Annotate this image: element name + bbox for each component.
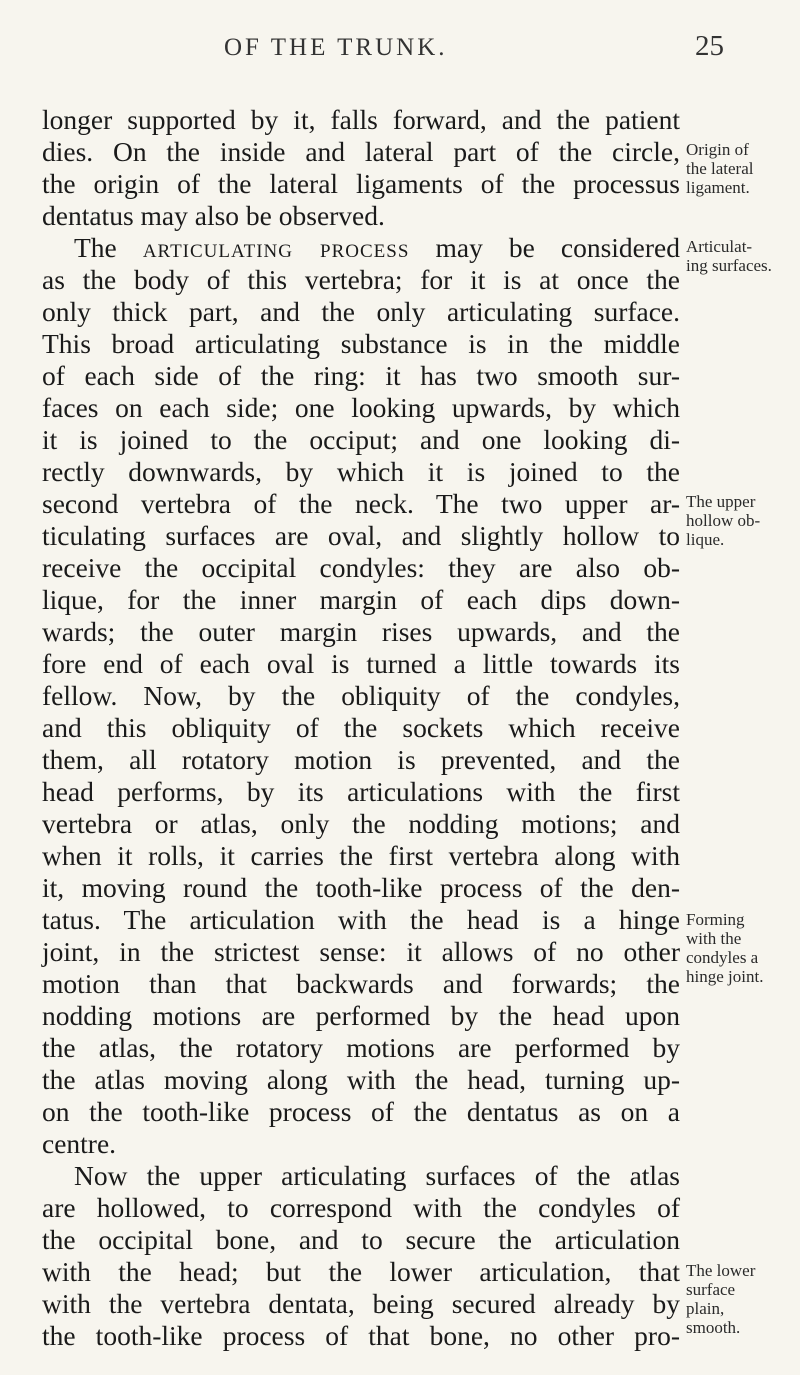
text-line: them, all rotatory motion is prevented, and the bbox=[42, 744, 680, 775]
text-line: motion than that backwards and forwards; the bbox=[42, 968, 680, 999]
text-line: ticulating surfaces are oval, and slightly hollow to bbox=[42, 520, 680, 551]
text-line: fellow. Now, by the obliquity of the condyles, bbox=[42, 680, 680, 711]
text-line: joint, in the strictest sense: it allows of no other bbox=[42, 936, 680, 967]
margin-note-line: The upper bbox=[686, 492, 756, 511]
text-line: the occipital bone, and to secure the articulation bbox=[42, 1224, 680, 1255]
margin-note-line: Articulat- bbox=[686, 237, 753, 256]
margin-note-line: condyles a bbox=[686, 948, 759, 967]
text-line: as the body of this vertebra; for it is at once the bbox=[42, 264, 680, 295]
margin-note-line: The lower bbox=[686, 1261, 756, 1280]
margin-note-line: Forming bbox=[686, 910, 745, 929]
text-line: dentatus may also be observed. bbox=[42, 200, 385, 231]
margin-note-lower bbox=[686, 1261, 798, 1337]
margin-note-line: surface bbox=[686, 1280, 736, 1299]
text-line: only thick part, and the only articulating surface. bbox=[42, 296, 680, 327]
margin-note-line: lique. bbox=[686, 530, 725, 549]
text-line: on the tooth-like process of the dentatus as on a bbox=[42, 1096, 680, 1127]
margin-note-upper bbox=[686, 492, 798, 549]
text-line: faces on each side; one looking upwards, by which bbox=[42, 392, 680, 423]
text-line: are hollowed, to correspond with the condyles of bbox=[42, 1192, 680, 1223]
text-line: second vertebra of the neck. The two upper ar- bbox=[42, 488, 680, 519]
line-rest: may be considered bbox=[435, 232, 681, 263]
margin-note-hinge bbox=[686, 910, 798, 986]
body-text bbox=[42, 104, 680, 1352]
text-line: vertebra or atlas, only the nodding motions; and bbox=[42, 808, 680, 839]
margin-note-line: ligament. bbox=[686, 178, 750, 197]
margin-note-line: with the bbox=[686, 929, 742, 948]
margin-note-line: the lateral bbox=[686, 159, 754, 178]
text-line: wards; the outer margin rises upwards, and the bbox=[42, 616, 680, 647]
text-line: centre. bbox=[42, 1128, 117, 1159]
text-line: This broad articulating substance is in the middle bbox=[42, 328, 680, 359]
margin-note-articulating bbox=[686, 237, 798, 275]
text-line: of each side of the ring: it has two smooth sur- bbox=[42, 360, 680, 391]
text-line: receive the occipital condyles: they are also ob- bbox=[42, 552, 680, 583]
margin-note-line: hinge joint. bbox=[686, 967, 764, 986]
text-line: the tooth-like process of that bone, no other pro- bbox=[42, 1320, 680, 1351]
text-line: it, moving round the tooth-like process of the den- bbox=[42, 872, 680, 903]
text-line: fore end of each oval is turned a little towards its bbox=[42, 648, 680, 679]
text-line: when it rolls, it carries the first vertebra along with bbox=[42, 840, 680, 871]
text-line: head performs, by its articulations with the first bbox=[42, 776, 680, 807]
text-line: it is joined to the occiput; and one looking di- bbox=[42, 424, 680, 455]
page-header bbox=[0, 20, 800, 68]
text-line: the atlas moving along with the head, turning up- bbox=[42, 1064, 680, 1095]
running-title: OF THE TRUNK. bbox=[224, 34, 448, 61]
margin-note-line: ing surfaces. bbox=[686, 256, 772, 275]
text-line: longer supported by it, falls forward, and the patient bbox=[42, 104, 680, 135]
text-line: the origin of the lateral ligaments of the processus bbox=[42, 168, 680, 199]
margin-note-line: plain, bbox=[686, 1299, 725, 1318]
section-term: articulating process bbox=[142, 232, 410, 263]
margin-note-origin bbox=[686, 140, 798, 197]
text-line: tatus. The articulation with the head is a hinge bbox=[42, 904, 680, 935]
text-line: lique, for the inner margin of each dips down- bbox=[42, 584, 680, 615]
text-line: and this obliquity of the sockets which receive bbox=[42, 712, 680, 743]
line-prefix: The bbox=[74, 232, 143, 263]
margin-note-line: smooth. bbox=[686, 1318, 741, 1337]
text-line: rectly downwards, by which it is joined to the bbox=[42, 456, 680, 487]
text-line: with the vertebra dentata, being secured already by bbox=[42, 1288, 680, 1319]
text-line: Now the upper articulating surfaces of the atlas bbox=[74, 1160, 680, 1191]
page-number: 25 bbox=[695, 30, 724, 62]
text-line: the atlas, the rotatory motions are performed by bbox=[42, 1032, 680, 1063]
text-line-section-start bbox=[42, 232, 680, 264]
margin-note-line: hollow ob- bbox=[686, 511, 761, 530]
margin-note-line: Origin of bbox=[686, 140, 749, 159]
text-line: with the head; but the lower articulation, that bbox=[42, 1256, 680, 1287]
text-line: dies. On the inside and lateral part of the circle, bbox=[42, 136, 680, 167]
text-line: nodding motions are performed by the head upon bbox=[42, 1000, 680, 1031]
